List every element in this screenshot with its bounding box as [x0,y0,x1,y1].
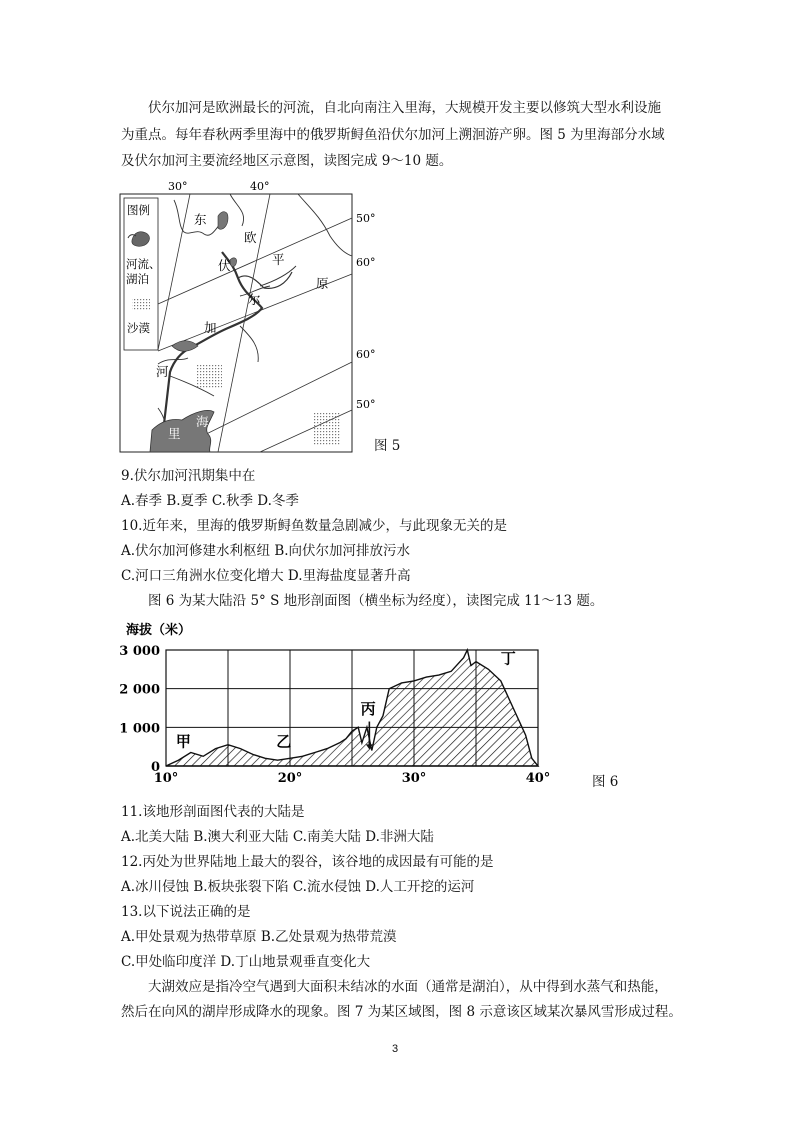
q13-options-ab: A.甲处景观为热带草原 B.乙处景观为热带荒漠 [121,929,397,945]
legend-river-label: 河流、湖泊 [126,257,161,286]
q12-stem: 12.丙处为世界陆地上最大的裂谷，该谷地的成因最有可能的是 [121,854,494,870]
desert-legend-icon [132,298,150,310]
figure-5-caption: 图 5 [374,438,401,454]
q10-options-cd: C.河口三角洲水位变化增大 D.里海盐度显著升高 [121,568,411,584]
chart-y-ticks [119,644,160,775]
marker-yi: 乙 [276,732,292,751]
lat-50-top-label: 50° [356,212,376,225]
map-label-fu: 伏 [218,258,231,273]
x-tick-label: 40° [525,771,551,786]
legend-title: 图例 [127,203,150,217]
lon-40-label: 40° [250,180,270,193]
chart-x-ticks [154,771,551,786]
x-tick-label: 20° [277,771,303,786]
map-label-jia: 加 [204,320,217,335]
marker-jia: 甲 [175,732,191,751]
map-label-ou: 欧 [244,230,257,245]
chart-ylabel: 海拔（米） [126,623,192,638]
map-label-yuan: 原 [316,276,329,291]
y-tick-label: 1 000 [119,721,160,737]
marker-ding: 丁 [500,649,516,668]
intro-line-1: 伏尔加河是欧洲最长的河流，自北向南注入里海，大规模开发主要以修筑大型水利设施 [148,100,661,116]
desert-area [314,412,340,446]
q13-stem: 13.以下说法正确的是 [121,904,251,920]
y-tick-label: 3 000 [119,644,160,659]
q12-options: A.冰川侵蚀 B.板块张裂下陷 C.流水侵蚀 D.人工开挖的运河 [121,879,475,895]
q10-stem: 10.近年来，里海的俄罗斯鲟鱼数量急剧减少，与此现象无关的是 [121,518,507,534]
map-label-hai: 海 [196,414,209,429]
intro-line-3: 及伏尔加河主要流经地区示意图，读图完成 9～10 题。 [121,153,453,169]
figure-5 [110,176,410,456]
desert-area [196,364,222,388]
intro-line-2: 为重点。每年春秋两季里海中的俄罗斯鲟鱼沿伏尔加河上溯洄游产卵。图 5 为里海部分水域 [121,127,665,143]
q9-options: A.春季 B.夏季 C.秋季 D.冬季 [121,493,299,509]
map-label-li: 里 [168,426,181,441]
y-tick-label: 2 000 [119,682,160,698]
intro-2: 图 6 为某大陆沿 5° S 地形剖面图（横坐标为经度），读图完成 11～13 题。 [148,593,604,609]
figure-6 [110,618,590,794]
y-tick-label: 0 [150,760,160,775]
legend-desert-label: 沙漠 [127,321,150,335]
figure-6-chart [110,618,590,794]
lat-50-bottom-label: 50° [356,398,376,411]
marker-bing: 丙 [360,699,376,718]
q11-stem: 11.该地形剖面图代表的大陆是 [121,804,305,820]
lat-60-top-label: 60° [356,256,376,269]
q10-options-ab: A.伏尔加河修建水利枢纽 B.向伏尔加河排放污水 [121,543,411,559]
map-label-dong: 东 [194,212,207,227]
map-label-he: 河 [156,364,169,379]
intro-3-line-1: 大湖效应是指冷空气遇到大面积未结冰的水面（通常是湖泊），从中得到水蒸气和热能， [148,979,668,995]
q13-options-cd: C.甲处临印度洋 D.丁山地景观垂直变化大 [121,954,371,970]
lat-60-bottom-label: 60° [356,348,376,361]
q9-stem: 9.伏尔加河汛期集中在 [121,468,256,484]
figure-6-caption: 图 6 [592,774,619,790]
q11-options: A.北美大陆 B.澳大利亚大陆 C.南美大陆 D.非洲大陆 [121,829,434,845]
map-label-er: 尔 [248,292,261,307]
page-number: 3 [392,1043,399,1055]
figure-5-map [110,176,410,456]
x-tick-label: 10° [153,771,179,786]
lon-30-label: 30° [168,180,188,193]
x-tick-label: 30° [401,771,427,786]
lake [230,258,237,267]
map-label-ping: 平 [272,252,285,267]
intro-3-line-2: 然后在向风的湖岸形成降水的现象。图 7 为某区域图，图 8 示意该区域某次暴风雪形成过程。 [121,1004,682,1020]
